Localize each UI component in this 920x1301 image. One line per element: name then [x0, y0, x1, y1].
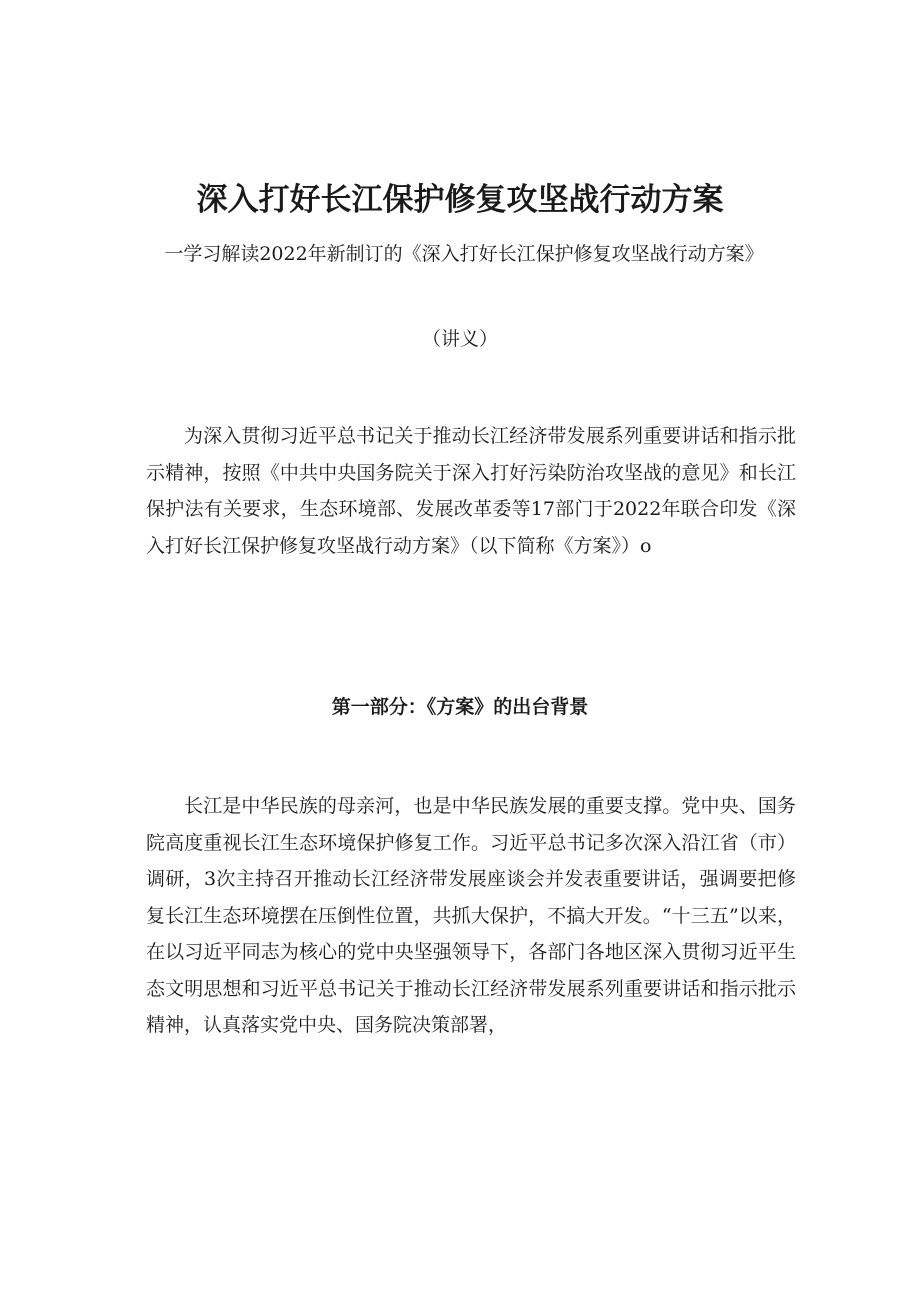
background-paragraph: 长江是中华民族的母亲河，也是中华民族发展的重要支撑。党中央、国务院高度重视长江生态环境保护修复工作。习近平总书记多次深入沿江省（市）调研，3次主持召开推动长江经济带发展座谈会并发表重要讲话，强调要把修复长江生态环境摆在压倒性位置，共抓大保护，不搞大开发。“十三五”以来，在以习近平同志为核心的党中央坚强领导下，各部门各地区深入贯彻习近平生态文明思想和习近平总书记关于推动长江经济带发展系列重要讲话和指示批示精神，认真落实党中央、国务院决策部署， [146, 795, 796, 1036]
lecture-note-label: （讲义） [421, 328, 498, 350]
intro-paragraph: 为深入贯彻习近平总书记关于推动长江经济带发展系列重要讲话和指示批示精神，按照《中共中央国务院关于深入打好污染防治攻坚战的意见》和长江保护法有关要求，生态环境部、发展改革委等17部门于2022年联合印发《深入打好长江保护修复攻坚战行动方案》（以下简称《方案》）o [146, 425, 796, 557]
section-heading: 第一部分：《方案》的出台背景 [331, 696, 589, 718]
document-title: 深入打好长江保护修复攻坚战行动方案 [196, 182, 724, 218]
document-subtitle: 一学习解读2022年新制订的《深入打好长江保护修复攻坚战行动方案》 [164, 243, 764, 265]
